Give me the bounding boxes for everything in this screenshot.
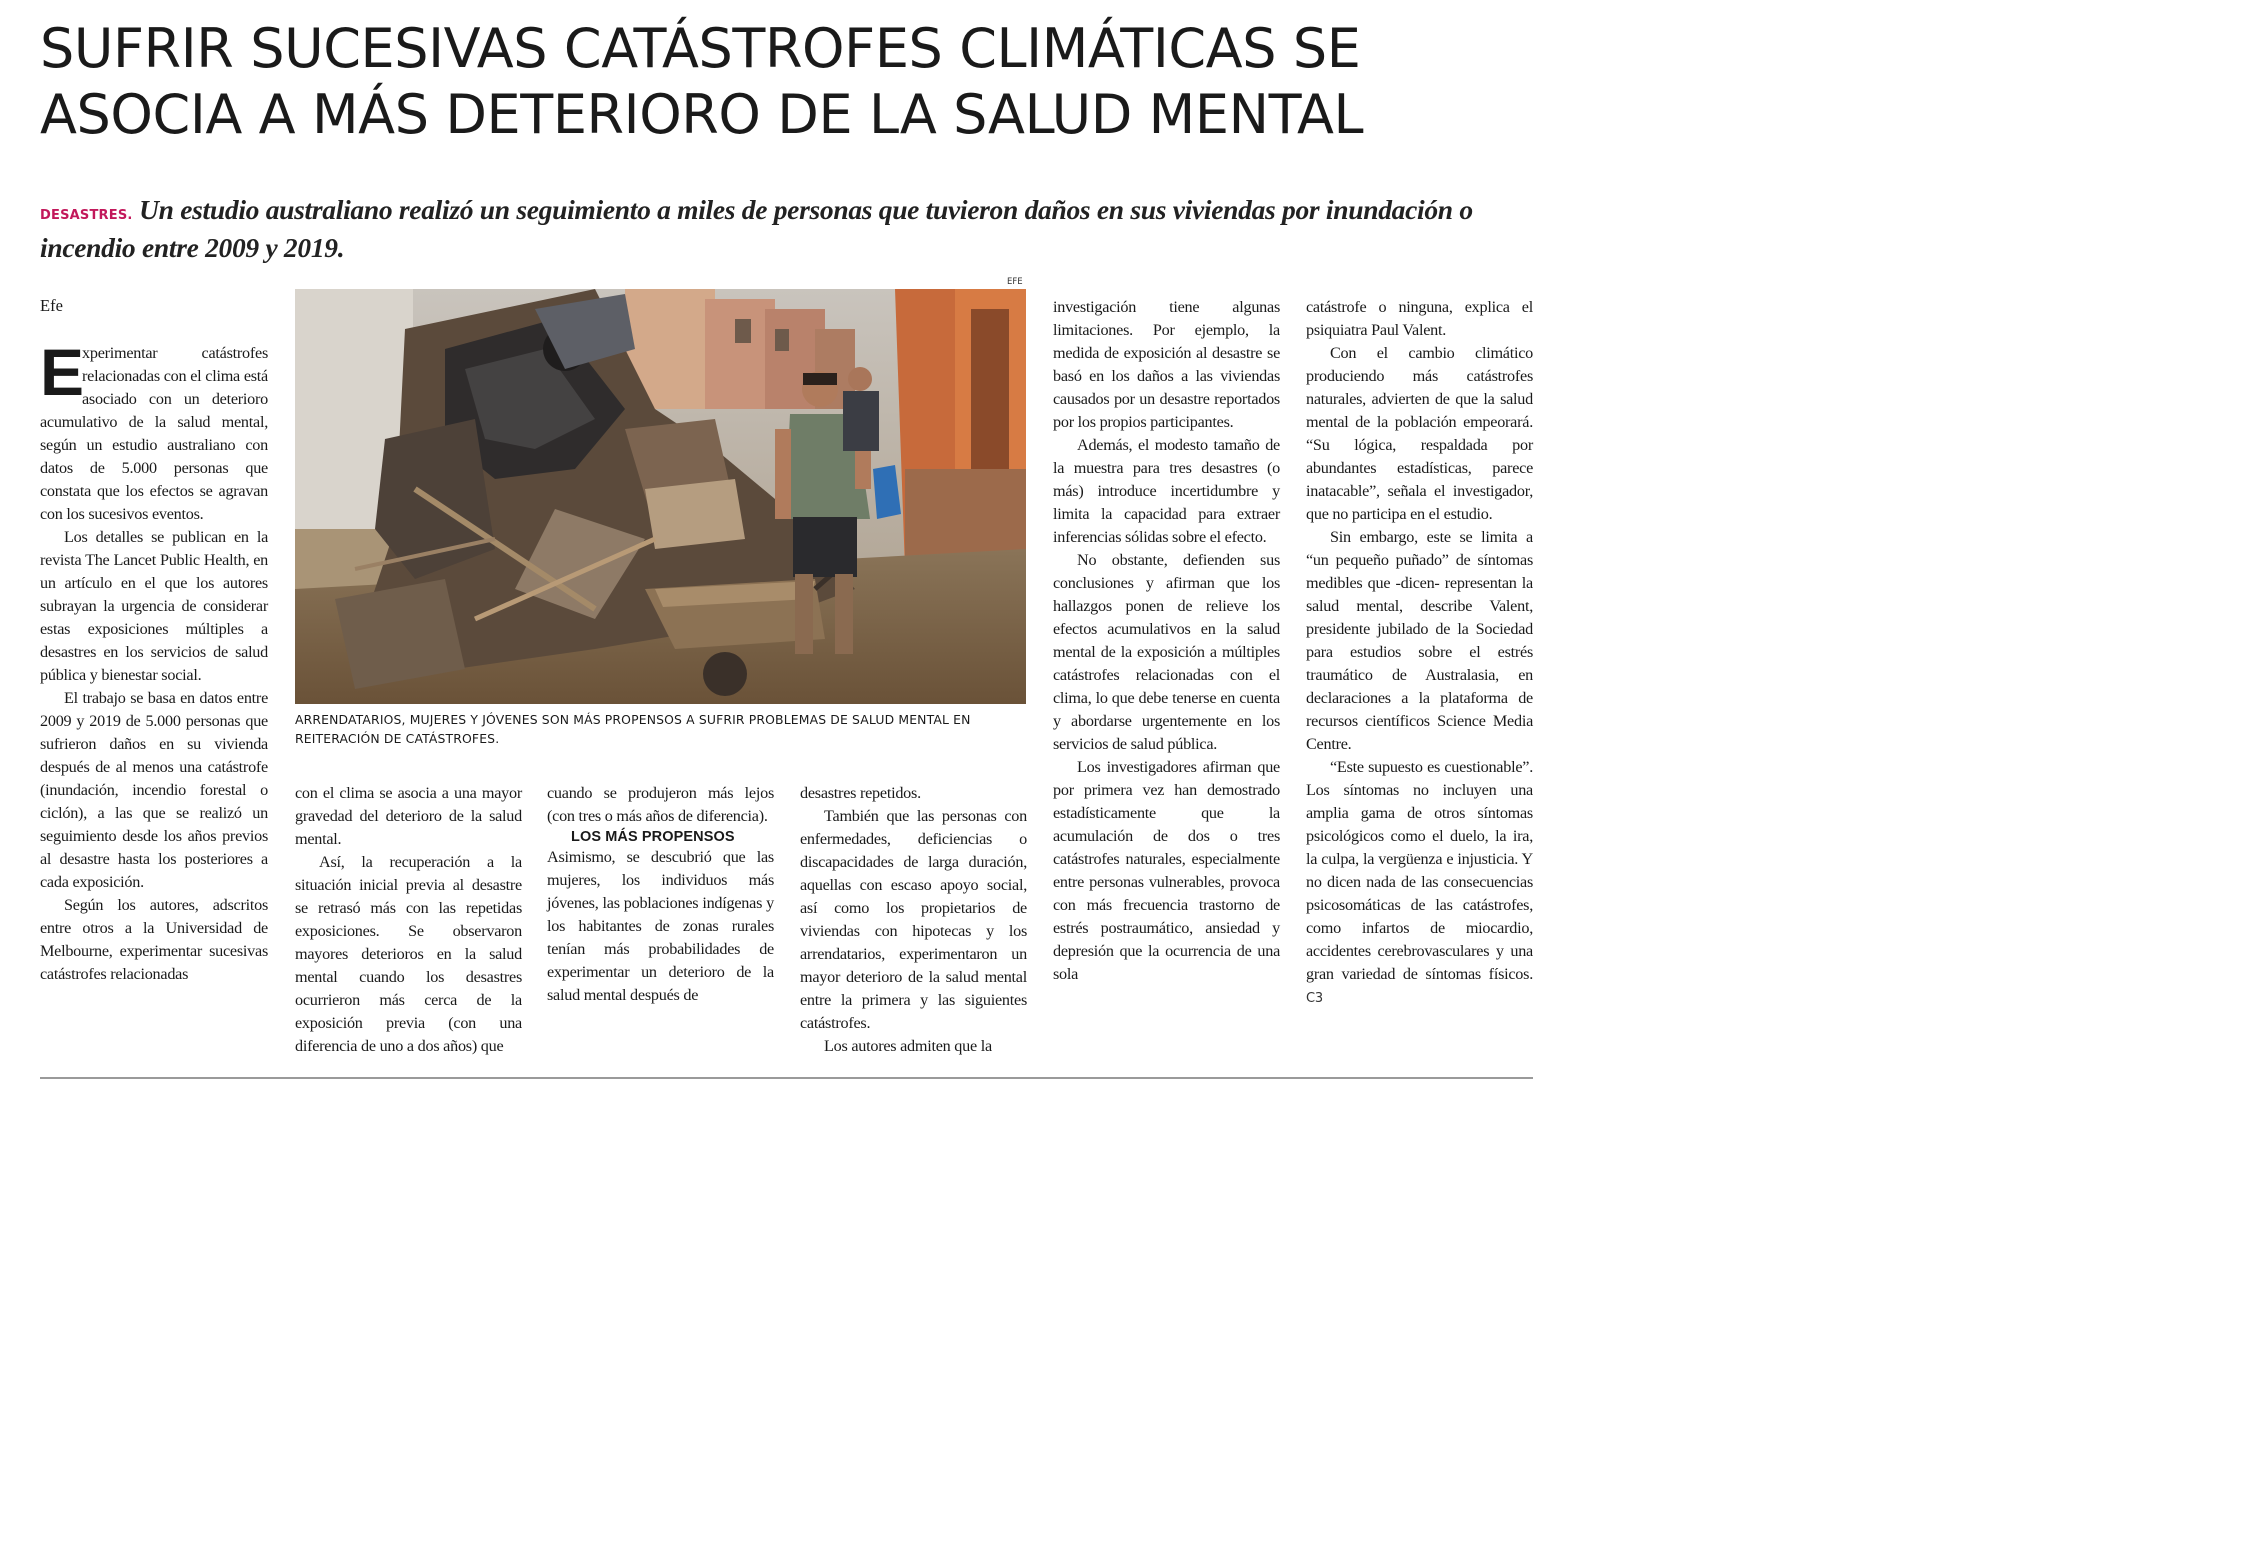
paragraph: No obstante, defienden sus conclusiones y afirman que los hallazgos ponen de relieve los efectos acumulativos en la salud mental de la exposición a múltiples catástrofes relacionadas con el clima, lo que debe tenerse en cuenta y abordarse urgentemente en los servicios de salud pública. (1053, 551, 1280, 753)
deck (40, 194, 1530, 264)
end-of-article-mark: C3 (1306, 991, 1323, 1006)
paragraph: cuando se produjeron más lejos (con tres o más años de diferencia). (547, 784, 774, 825)
column-6 (1306, 296, 1533, 1010)
column-3 (547, 782, 774, 1007)
byline: Efe (40, 296, 63, 315)
headline-line-2: ASOCIA A MÁS DETERIORO DE LA SALUD MENTAL (40, 83, 1364, 146)
closing-paragraph-text: “Este supuesto es cuestionable”. Los síntomas no incluyen una amplia gama de otros síntomas psicológicos como el duelo, la ira, la culpa, la vergüenza e injusticia. Y no dicen nada de las consecuencias psicosomáticas de las catástrofes, como infartos de miocardio, accidentes cerebrovasculares y una gran variedad de síntomas físicos. (1306, 758, 1533, 983)
news-photo (295, 289, 1026, 704)
paragraph: desastres repetidos. (800, 784, 921, 802)
paragraph: Los autores admiten que la (824, 1037, 992, 1055)
column-5 (1053, 296, 1280, 986)
paragraph: También que las personas con enfermedades, deficiencias o discapacidades de larga duración, aquellas con escaso apoyo social, así como los propietarios de viviendas con hipotecas y los arrendatarios, experimentaron un mayor deterioro de la salud mental entre la primera y las siguientes catástrofes. (800, 807, 1027, 1032)
paragraph: Los investigadores afirman que por primera vez han demostrado estadísticamente que la acumulación de dos o tres catástrofes naturales, especialmente entre personas vulnerables, provoca con más frecuencia trastorno de estrés postraumático, ansiedad y depresión que la ocurrencia de una sola (1053, 758, 1280, 983)
lead-paragraph (40, 335, 268, 526)
paragraph: catástrofe o ninguna, explica el psiquiatra Paul Valent. (1306, 298, 1533, 339)
drop-cap: E (40, 335, 84, 409)
paragraph: Según los autores, adscritos entre otros a la Universidad de Melbourne, experimentar sucesivas catástrofes relacionadas (40, 896, 268, 983)
paragraph: investigación tiene algunas limitaciones. Por ejemplo, la medida de exposición al desastre se basó en los daños a las viviendas causados por un desastre reportados por los propios participantes. (1053, 298, 1280, 431)
paragraph: El trabajo se basa en datos entre 2009 y 2019 de 5.000 personas que sufrieron daños en su vivienda después de al menos una catástrofe (inundación, incendio forestal o ciclón), a las que se realizó un seguimiento desde los años previos al desastre hasta los posteriores a cada exposición. (40, 689, 268, 891)
photo-credit: EFE (1007, 277, 1023, 287)
paragraph: con el clima se asocia a una mayor gravedad del deterioro de la salud mental. (295, 784, 522, 848)
paragraph: Los detalles se publican en la revista The Lancet Public Health, en un artículo en el que los autores subrayan la urgencia de considerar estas exposiciones múltiples a desastres en los servicios de salud pública y bienestar social. (40, 528, 268, 684)
headline-line-1: SUFRIR SUCESIVAS CATÁSTROFES CLIMÁTICAS SE (40, 17, 1361, 80)
paragraph (1306, 756, 1533, 1010)
headline (40, 16, 1535, 148)
column-2 (295, 782, 522, 1058)
deck-text: Un estudio australiano realizó un seguimiento a miles de personas que tuvieron daños en sus viviendas por inundación o incendio entre 2009 y 2019. (40, 194, 1473, 263)
column-1 (40, 335, 268, 986)
column-4 (800, 782, 1027, 1058)
deck-kicker: DESASTRES. (40, 208, 133, 223)
bottom-rule (40, 1077, 1533, 1079)
paragraph: Sin embargo, este se limita a “un pequeño puñado” de síntomas medibles que -dicen- representan la salud mental, describe Valent, presidente jubilado de la Sociedad para estudios sobre el estrés traumático de Australasia, en declaraciones a la plataforma de recursos científicos Science Media Centre. (1306, 528, 1533, 753)
paragraph: Así, la recuperación a la situación inicial previa al desastre se retrasó más con las repetidas exposiciones. Se observaron mayores deterioros en la salud mental cuando los desastres ocurrieron más cerca de la exposición previa (con una diferencia de uno a dos años) que (295, 853, 522, 1055)
newspaper-page (0, 0, 1568, 1086)
paragraph: Asimismo, se descubrió que las mujeres, los individuos más jóvenes, las poblaciones indígenas y los habitantes de zonas rurales tenían más probabilidades de experimentar un deterioro de la salud mental después de (547, 848, 774, 1004)
lead-paragraph-text: xperimentar catástrofes relacionadas con el clima está asociado con un deterioro acumulativo de la salud mental, según un estudio australiano con datos de 5.000 personas que constata que los efectos se agravan con los sucesivos eventos. (40, 344, 268, 523)
paragraph: Con el cambio climático produciendo más catástrofes naturales, advierten de que la salud mental de la población empeorará. “Su lógica, respaldada por abundantes estadísticas, parece inatacable”, señala el investigador, que no participa en el estudio. (1306, 344, 1533, 523)
flood-debris-street-photo (295, 289, 1026, 704)
photo-caption: ARRENDATARIOS, MUJERES Y JÓVENES SON MÁS PROPENSOS A SUFRIR PROBLEMAS DE SALUD MENTAL EN REITERACIÓN DE CATÁSTROFES. (295, 712, 971, 746)
section-subhead: LOS MÁS PROPENSOS (571, 829, 735, 845)
paragraph: Además, el modesto tamaño de la muestra para tres desastres (o más) introduce incertidumbre y limita la capacidad para extraer inferencias sólidas sobre el efecto. (1053, 436, 1280, 546)
